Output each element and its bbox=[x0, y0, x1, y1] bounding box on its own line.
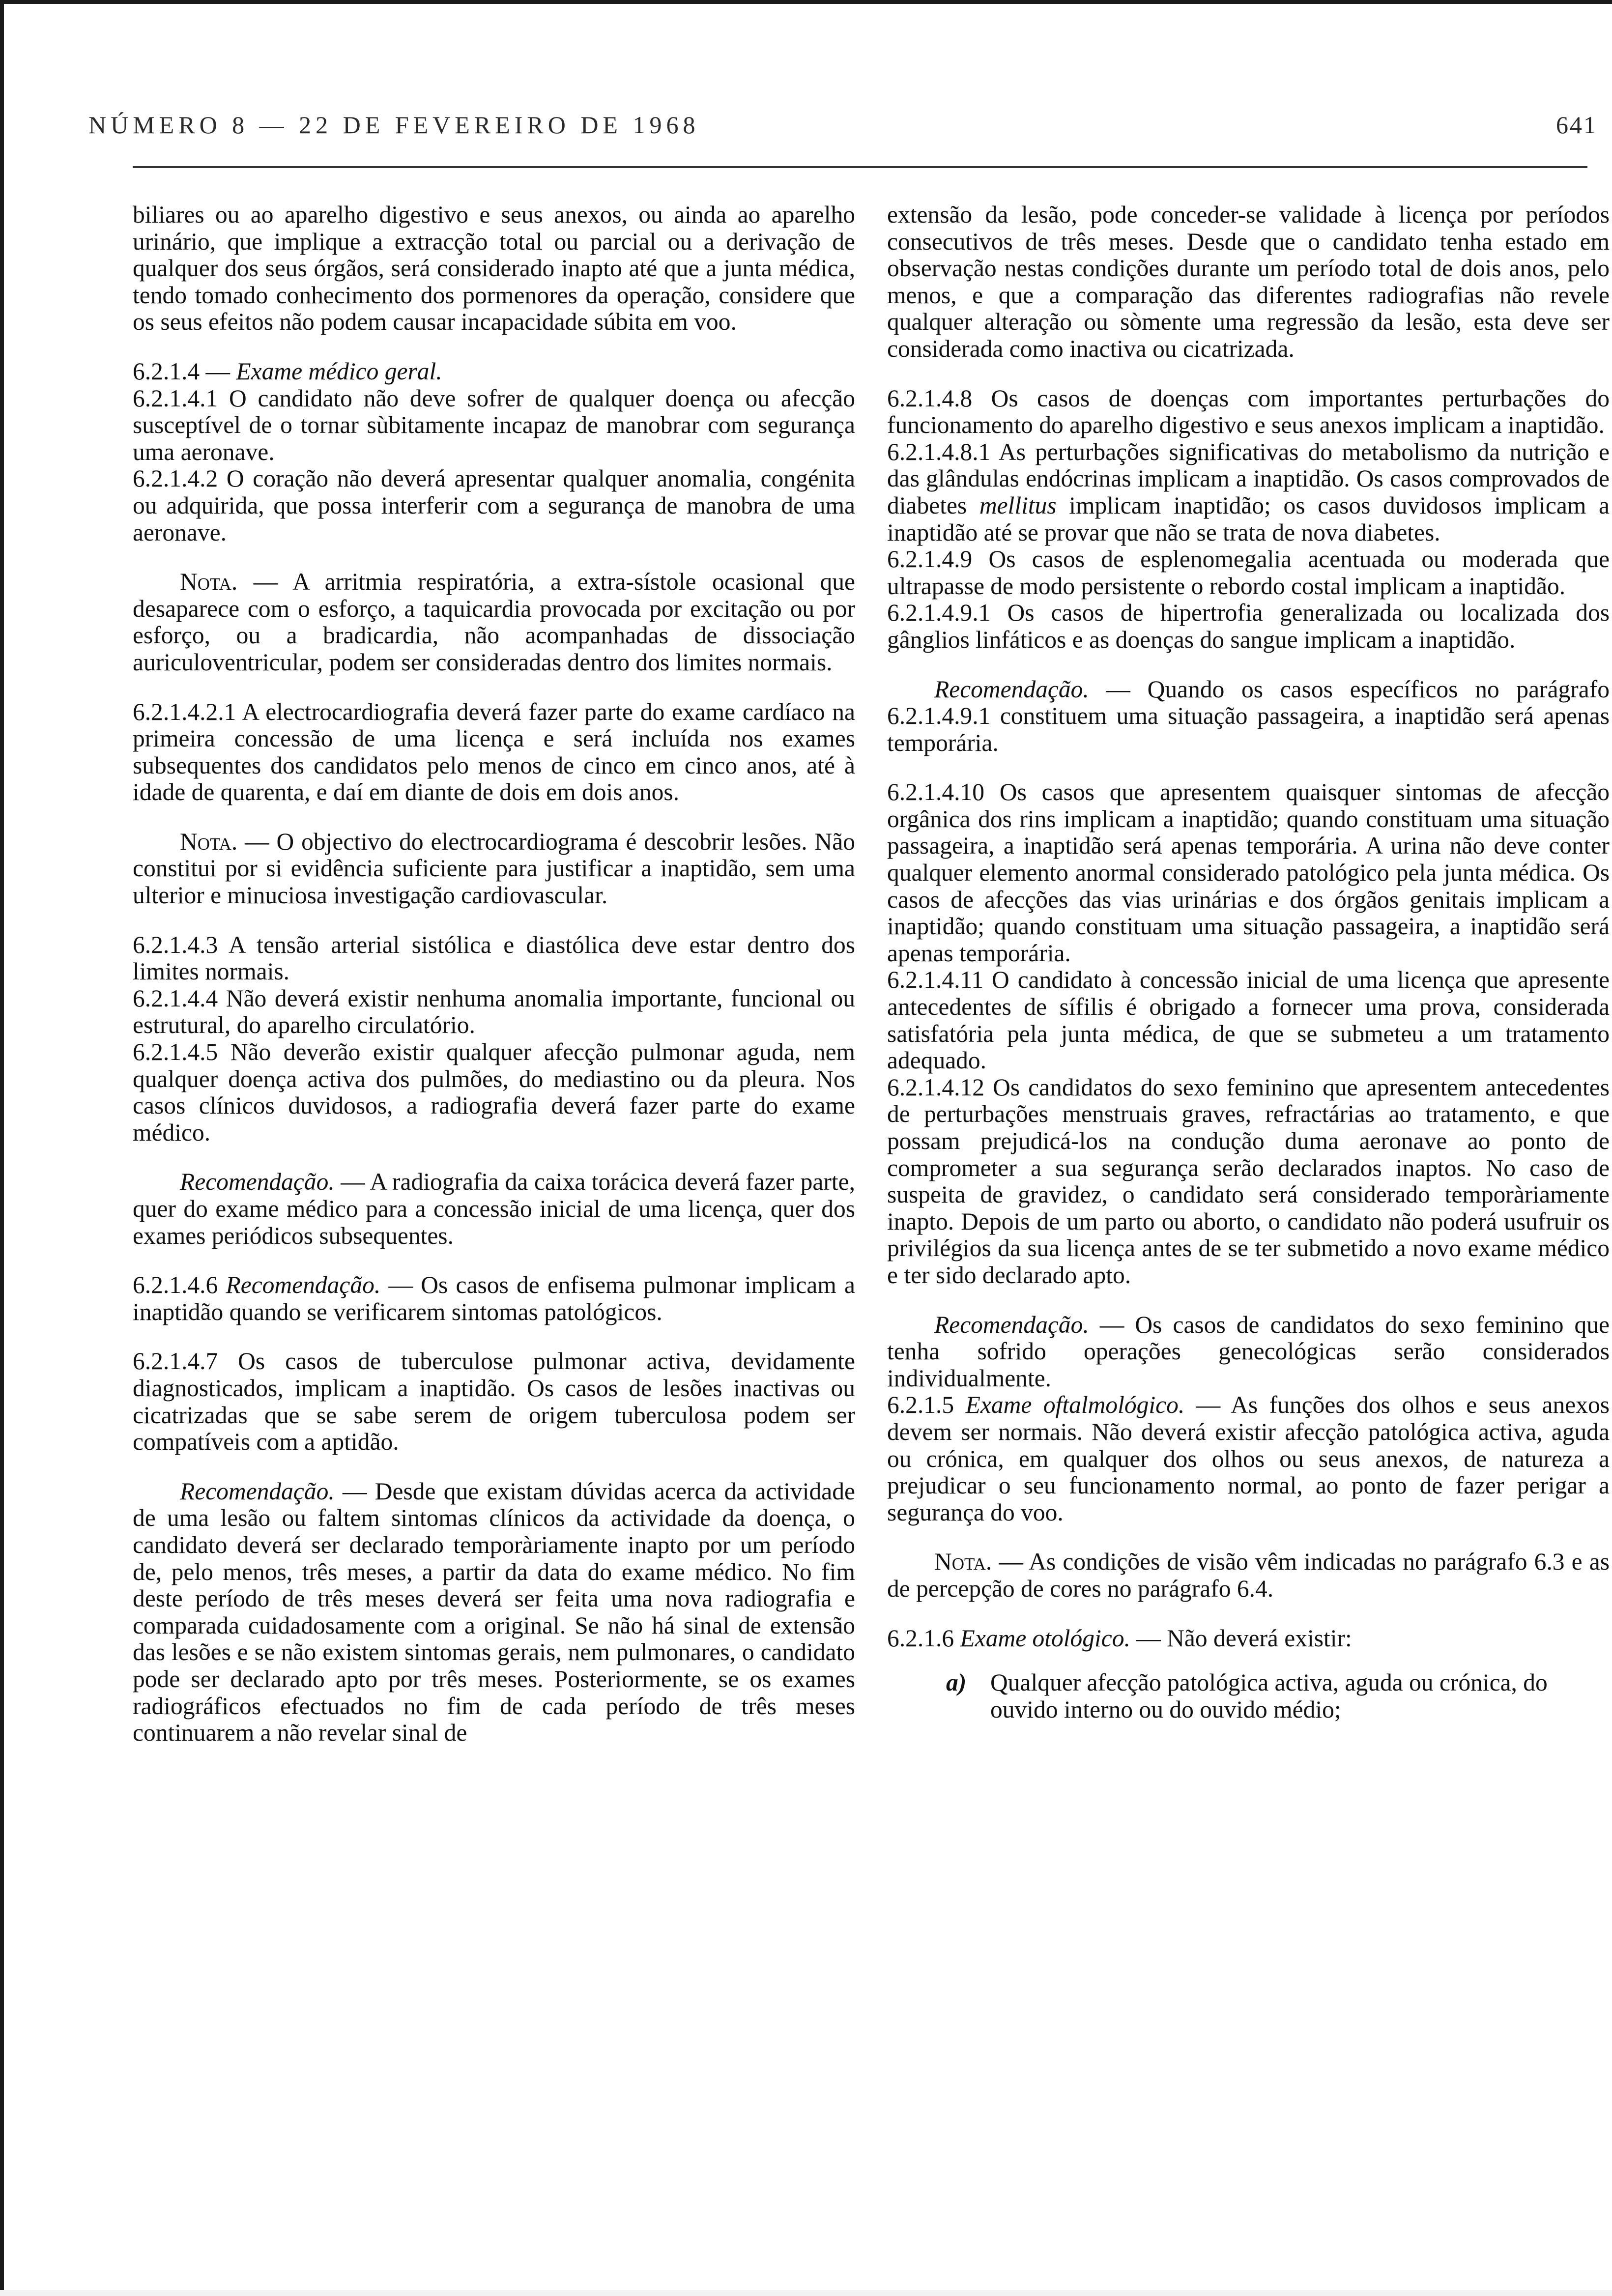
left-column bbox=[133, 201, 855, 1747]
clause-6-2-1-4-5: 6.2.1.4.5 Não deverão existir qualquer afecção pulmonar aguda, nem qualquer doença activa dos pulmões, do mediastino ou da pleura. Nos casos clínicos duvidosos, a radiografia deverá fazer parte do exame médico. bbox=[133, 1038, 855, 1146]
note-label: Nota. bbox=[180, 828, 238, 855]
right-column bbox=[887, 201, 1610, 1723]
clause-6-2-1-6: 6.2.1.6 Exame otológico. — Não deverá existir: bbox=[887, 1624, 1352, 1652]
clause-6-2-1-4-6: 6.2.1.4.6 Recomendação. — Os casos de enfisema pulmonar implicam a inaptidão quando se verificarem sintomas patológicos. bbox=[133, 1271, 855, 1325]
page-border-bottom bbox=[0, 2290, 1612, 2296]
recommendation-2: Recomendação. — Desde que existam dúvidas acerca da actividade de uma lesão ou faltem sintomas clínicos da actividade da doença, o candidato deverá ser declarado temporàriamente inapto por um período de, pelo menos, três meses, a partir da data do exame médico. No fim deste período de três meses deverá ser feita uma nova radiografia e comparada cuidadosamente com a original. Se não há sinal de extensão das lesões e se não existem sintomas gerais, nem pulmonares, o candidato pode ser declarado apto por três meses. Posteriormente, se os exames radiográficos efectuados no fim de cada período de três meses continuarem a não revelar sinal de bbox=[133, 1477, 855, 1747]
page-border-left bbox=[0, 0, 4, 2296]
recommendation-label: Recomendação. bbox=[934, 1311, 1089, 1338]
clause-6-2-1-4-9-1: 6.2.1.4.9.1 Os casos de hipertrofia generalizada ou localizada dos gânglios linfáticos e as doenças do sangue implicam a inaptidão. bbox=[887, 599, 1610, 653]
clause-6-2-1-4-2-1: 6.2.1.4.2.1 A electrocardiografia deverá fazer parte do exame cardíaco na primeira concessão de uma licença e será incluída nos exames subsequentes dos candidatos pelo menos de cinco em cinco anos, até à idade de quarenta, e daí em diante de dois em dois anos. bbox=[133, 698, 855, 806]
list-item-text: Qualquer afecção patológica activa, aguda ou crónica, do ouvido interno ou do ouvido médio; bbox=[990, 1669, 1548, 1723]
page-number: 641 bbox=[1556, 111, 1597, 139]
recommendation-4: Recomendação. — Os casos de candidatos do sexo feminino que tenha sofrido operações genecológicas serão considerados individualmente. bbox=[887, 1311, 1610, 1392]
recommendation-label: Recomendação. bbox=[934, 675, 1089, 703]
clause-6-2-1-4-7: 6.2.1.4.7 Os casos de tuberculose pulmonar activa, devidamente diagnosticados, implicam a inaptidão. Os casos de lesões inactivas ou cicatrizadas que se sabe serem de origem tuberculosa podem ser compatíveis com a aptidão. bbox=[133, 1348, 855, 1456]
section-title: Exame médico geral. bbox=[236, 357, 442, 385]
recommendation-label: Recomendação. bbox=[180, 1168, 335, 1196]
note-2: Nota. — O objectivo do electrocardiograma é descobrir lesões. Não constitui por si evidência suficiente para justificar a inaptidão, sem uma ulterior e minuciosa investigação cardiovascular. bbox=[133, 828, 855, 909]
clause-6-2-1-4-11: 6.2.1.4.11 O candidato à concessão inicial de uma licença que apresente antecedentes de sífilis é obrigado a fornecer uma prova, considerada satisfatória pela junta médica, de que se submeteu a um tratamento adequado. bbox=[887, 966, 1610, 1074]
recommendation-label: Recomendação. bbox=[180, 1477, 335, 1505]
list-item bbox=[946, 1669, 1610, 1723]
recommendation-3: Recomendação. — Quando os casos específicos no parágrafo 6.2.1.4.9.1 constituem uma situação passageira, a inaptidão será apenas temporária. bbox=[887, 675, 1610, 756]
clause-6-2-1-4-9: 6.2.1.4.9 Os casos de esplenomegalia acentuada ou moderada que ultrapasse de modo persistente o rebordo costal implicam a inaptidão. bbox=[887, 545, 1610, 600]
section-heading-6-2-1-4: 6.2.1.4 — Exame médico geral. bbox=[133, 357, 442, 385]
clause-6-2-1-4-2: 6.2.1.4.2 O coração não deverá apresentar qualquer anomalia, congénita ou adquirida, que possa interferir com a segurança de manobra de uma aeronave. bbox=[133, 465, 855, 546]
clause-6-2-1-4-12: 6.2.1.4.12 Os candidatos do sexo feminino que apresentem antecedentes de perturbações menstruais graves, refractárias ao tratamento, e que possam prejudicá-los na condução duma aeronave ao ponto de comprometer a sua segurança serão declarados inaptos. No caso de suspeita de gravidez, o candidato será considerado temporàriamente inapto. Depois de um parto ou aborto, o candidato não poderá usufruir os privilégios da sua licença antes de se ter submetido a novo exame médico e ter sido declarado apto. bbox=[887, 1073, 1610, 1289]
paragraph: biliares ou ao aparelho digestivo e seus anexos, ou ainda ao aparelho urinário, que implique a extracção total ou parcial ou a derivação de qualquer dos seus órgãos, será considerado inapto até que a junta médica, tendo tomado conhecimento dos pormenores da operação, considere que os seus efeitos não podem causar incapacidade súbita em voo. bbox=[133, 201, 855, 336]
running-title: NÚMERO 8 — 22 DE FEVEREIRO DE 1968 bbox=[88, 111, 700, 139]
page-header bbox=[88, 111, 1597, 145]
section-title: Exame oftalmológico. bbox=[965, 1391, 1185, 1419]
recommendation-label: Recomendação. bbox=[226, 1271, 381, 1299]
clause-6-2-1-4-1: 6.2.1.4.1 O candidato não deve sofrer de qualquer doença ou afecção susceptível de o tornar sùbitamente incapaz de manobrar com segurança uma aeronave. bbox=[133, 384, 855, 465]
note-label: Nota. bbox=[934, 1548, 992, 1576]
clause-6-2-1-4-8-1: 6.2.1.4.8.1 As perturbações significativas do metabolismo da nutrição e das glândulas endócrinas implicam a inaptidão. Os casos comprovados de diabetes mellitus implicam inaptidão; os casos duvidosos implicam a inaptidão até se provar que não se trata de nova diabetes. bbox=[887, 438, 1610, 546]
paragraph: extensão da lesão, pode conceder-se validade à licença por períodos consecutivos de três meses. Desde que o candidato tenha estado em observação nestas condições durante um período total de dois anos, pelo menos, e que a comparação das diferentes radiografias não revele qualquer alteração ou sòmente uma regressão da lesão, esta deve ser considerada como inactiva ou cicatrizada. bbox=[887, 201, 1610, 362]
note-label: Nota. bbox=[180, 568, 238, 596]
requirements-list bbox=[887, 1669, 1610, 1723]
header-rule bbox=[133, 166, 1587, 168]
clause-6-2-1-4-10: 6.2.1.4.10 Os casos que apresentem quaisquer sintomas de afecção orgânica dos rins implicam a inaptidão; quando constituam uma situação passageira, a inaptidão será apenas temporária. A urina não deve conter qualquer elemento anormal considerado patológico pela junta médica. Os casos de afecções das vias urinárias e dos órgãos genitais implicam a inaptidão; quando constituam uma situação passageira, a inaptidão será apenas temporária. bbox=[887, 778, 1610, 967]
note-3: Nota. — As condições de visão vêm indicadas no parágrafo 6.3 e as de percepção de cores no parágrafo 6.4. bbox=[887, 1548, 1610, 1602]
clause-6-2-1-4-3: 6.2.1.4.3 A tensão arterial sistólica e diastólica deve estar dentro dos limites normais. bbox=[133, 931, 855, 985]
clause-6-2-1-5: 6.2.1.5 Exame oftalmológico. — As funções dos olhos e seus anexos devem ser normais. Não deverá existir afecção patológica activa, aguda ou crónica, em qualquer dos olhos ou seus anexos, de natureza a prejudicar o seu funcionamento normal, ao ponto de fazer perigar a segurança do voo. bbox=[887, 1391, 1610, 1526]
list-item-label: a) bbox=[946, 1669, 967, 1696]
clause-6-2-1-4-8: 6.2.1.4.8 Os casos de doenças com importantes perturbações do funcionamento do aparelho digestivo e seus anexos implicam a inaptidão. bbox=[887, 384, 1610, 439]
note-1: Nota. — A arritmia respiratória, a extra-sístole ocasional que desaparece com o esforço, a taquicardia provocada por excitação ou por esforço, ou a bradicardia, não acompanhadas de dissociação auriculoventricular, podem ser consideradas dentro dos limites normais. bbox=[133, 568, 855, 676]
section-title: Exame otológico. bbox=[960, 1624, 1130, 1652]
page-border-top bbox=[0, 0, 1612, 4]
recommendation-1: Recomendação. — A radiografia da caixa torácica deverá fazer parte, quer do exame médico para a concessão inicial de uma licença, quer dos exames periódicos subsequentes. bbox=[133, 1168, 855, 1249]
clause-6-2-1-4-4: 6.2.1.4.4 Não deverá existir nenhuma anomalia importante, funcional ou estrutural, do aparelho circulatório. bbox=[133, 984, 855, 1039]
